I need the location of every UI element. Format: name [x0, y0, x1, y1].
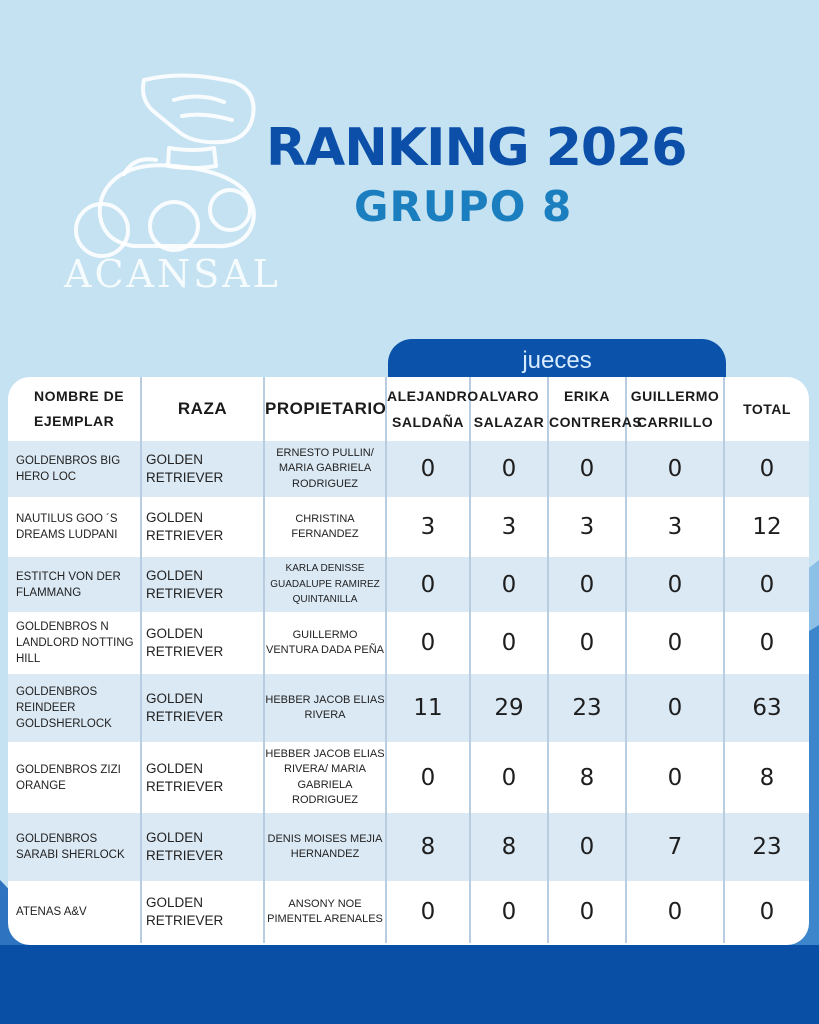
cell-score: 3 [548, 497, 626, 557]
cell-nombre: GOLDENBROS ZIZI ORANGE [8, 742, 141, 813]
cell-raza: GOLDEN RETRIEVER [141, 557, 264, 612]
cell-propietario: ERNESTO PULLIN/ MARIA GABRIELA RODRIGUEZ [264, 441, 386, 497]
cell-raza: GOLDEN RETRIEVER [141, 881, 264, 943]
cell-score: 23 [548, 674, 626, 742]
table-row [8, 813, 809, 881]
table-row [8, 497, 809, 557]
cell-propietario: KARLA DENISSE GUADALUPE RAMIREZ QUINTANILLA [264, 557, 386, 612]
cell-score: 0 [386, 742, 470, 813]
cell-raza: GOLDEN RETRIEVER [141, 813, 264, 881]
cell-nombre: GOLDENBROS SARABI SHERLOCK [8, 813, 141, 881]
cell-propietario: ANSONY NOE PIMENTEL ARENALES [264, 881, 386, 943]
header-judge-4: GUILLERMO CARRILLO [626, 377, 724, 441]
cell-score: 3 [386, 497, 470, 557]
cell-nombre: NAUTILUS GOO ´S DREAMS LUDPANI [8, 497, 141, 557]
cell-nombre: GOLDENBROS N LANDLORD NOTTING HILL [8, 612, 141, 674]
judges-label: jueces [522, 347, 592, 374]
table-row [8, 441, 809, 497]
cell-raza: GOLDEN RETRIEVER [141, 742, 264, 813]
cell-score: 0 [470, 612, 548, 674]
cell-score: 0 [386, 441, 470, 497]
cell-score: 29 [470, 674, 548, 742]
cell-score: 0 [470, 441, 548, 497]
header-judge-1: ALEJANDRO SALDAÑA [386, 377, 470, 441]
cell-raza: GOLDEN RETRIEVER [141, 497, 264, 557]
table-row [8, 674, 809, 742]
cell-score: 0 [470, 881, 548, 943]
cell-score: 3 [626, 497, 724, 557]
cell-raza: GOLDEN RETRIEVER [141, 612, 264, 674]
cell-raza: GOLDEN RETRIEVER [141, 674, 264, 742]
cell-score: 0 [386, 881, 470, 943]
header-propietario: PROPIETARIO [264, 377, 386, 441]
cell-raza: GOLDEN RETRIEVER [141, 441, 264, 497]
cell-propietario: GUILLERMO VENTURA DADA PEÑA [264, 612, 386, 674]
cell-score: 0 [548, 881, 626, 943]
cell-propietario: DENIS MOISES MEJIA HERNANDEZ [264, 813, 386, 881]
cell-total: 0 [724, 557, 809, 612]
cell-score: 0 [626, 881, 724, 943]
cell-score: 0 [626, 742, 724, 813]
table-row [8, 612, 809, 674]
table-header-row [8, 377, 809, 441]
table-row [8, 742, 809, 813]
cell-score: 0 [548, 557, 626, 612]
cell-score: 0 [626, 441, 724, 497]
cell-propietario: CHRISTINA FERNANDEZ [264, 497, 386, 557]
cell-score: 0 [548, 612, 626, 674]
ranking-table-card [8, 377, 809, 945]
header-judge-3: ERIKA CONTRERAS [548, 377, 626, 441]
cell-score: 0 [548, 813, 626, 881]
cell-score: 0 [626, 557, 724, 612]
header-total: TOTAL [743, 401, 791, 417]
cell-score: 0 [548, 441, 626, 497]
bottom-band [0, 945, 819, 1024]
cell-nombre: GOLDENBROS REINDEER GOLDSHERLOCK [8, 674, 141, 742]
table-row [8, 881, 809, 943]
page-subtitle: GRUPO 8 [354, 182, 573, 231]
cell-score: 0 [626, 674, 724, 742]
header-raza: RAZA [141, 377, 264, 441]
cell-total: 8 [759, 764, 775, 791]
page-title: RANKING 2026 [266, 118, 687, 178]
table-row [8, 557, 809, 612]
logo-text: ACANSAL [64, 252, 281, 296]
cell-propietario: HEBBER JACOB ELIAS RIVERA/ MARIA GABRIELA RODRIGUEZ [264, 742, 386, 813]
cell-total: 0 [759, 630, 775, 656]
cell-total: 12 [752, 514, 782, 540]
cell-score: 0 [386, 612, 470, 674]
cell-score: 0 [386, 557, 470, 612]
header-nombre: NOMBRE DE EJEMPLAR [8, 377, 141, 441]
cell-total: 23 [724, 813, 809, 881]
cell-score: 8 [386, 813, 470, 881]
cell-nombre: ESTITCH VON DER FLAMMANG [8, 557, 141, 612]
cell-score: 0 [470, 557, 548, 612]
cell-score: 7 [626, 813, 724, 881]
cell-nombre: ATENAS A&V [8, 881, 141, 943]
cell-total: 63 [724, 674, 809, 742]
header-judge-2: ALVARO SALAZAR [470, 377, 548, 441]
cell-score: 3 [470, 497, 548, 557]
ranking-table [8, 377, 809, 943]
cell-score: 0 [470, 742, 548, 813]
cell-score: 11 [386, 674, 470, 742]
cell-total: 0 [724, 441, 809, 497]
cell-score: 0 [626, 612, 724, 674]
cell-propietario: HEBBER JACOB ELIAS RIVERA [264, 674, 386, 742]
cell-total: 0 [759, 899, 775, 925]
cell-score: 8 [470, 813, 548, 881]
cell-score: 8 [548, 742, 626, 813]
cell-nombre: GOLDENBROS BIG HERO LOC [8, 441, 141, 497]
